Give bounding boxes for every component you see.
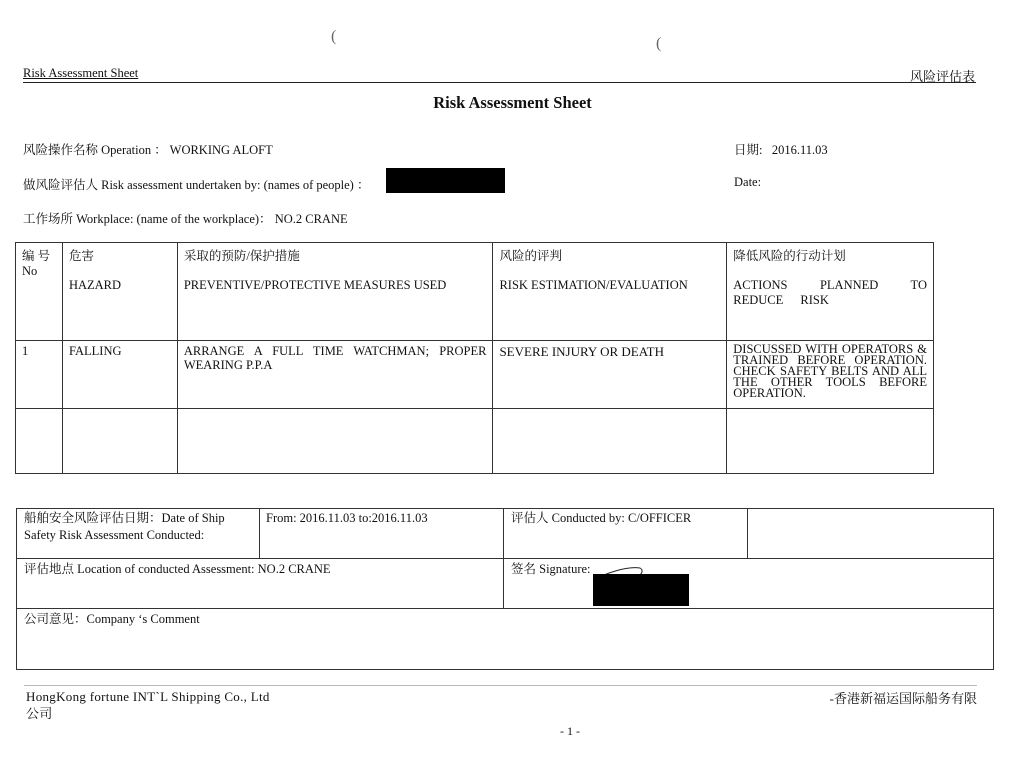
cell-hazard: FALLING — [62, 341, 177, 409]
date-en-label: Date: — [734, 175, 762, 189]
scan-mark: ( — [331, 28, 337, 45]
header-actions: 降低风险的行动计划 ACTIONS PLANNED TO REDUCE RISK — [727, 243, 934, 341]
summary-divider — [16, 608, 994, 609]
page-number: - 1 - — [560, 724, 580, 738]
summary-divider — [16, 558, 994, 559]
assessor-label: 做风险评估人 Risk assessment undertaken by: (names of people) ： — [23, 178, 370, 192]
assessment-location: 评估地点 Location of conducted Assessment: NO.2 CRANE — [24, 562, 331, 576]
conducted-by: 评估人 Conducted by: C/OFFICER — [511, 511, 692, 525]
operation-line — [23, 140, 273, 158]
operation-value: WORKING ALOFT — [169, 143, 273, 157]
date-value: 2016.11.03 — [771, 143, 828, 157]
table-row-empty — [16, 409, 934, 474]
header-rule — [23, 82, 976, 83]
summary-divider — [259, 508, 260, 558]
signature-redaction — [593, 574, 689, 606]
workplace-value: NO.2 CRANE — [274, 212, 348, 226]
cell-measures: ARRANGE A FULL TIME WATCHMAN; PROPER WEARING P.P.A — [177, 341, 493, 409]
scan-mark: ( — [656, 35, 662, 52]
footer-rule — [24, 685, 977, 686]
header-measures: 采取的预防/保护措施 PREVENTIVE/PROTECTIVE MEASURES USED — [177, 243, 493, 341]
cell-evaluation: SEVERE INJURY OR DEATH — [493, 341, 727, 409]
table-row — [16, 341, 934, 409]
company-comment-label: 公司意见：Company ‘s Comment — [24, 612, 200, 626]
header-evaluation: 风险的评判 RISK ESTIMATION/EVALUATION — [493, 243, 727, 341]
redaction-block — [386, 168, 505, 193]
date-line — [734, 140, 828, 158]
summary-divider — [747, 508, 748, 558]
operation-label: 风险操作名称 Operation ： — [23, 143, 167, 157]
cell-no: 1 — [16, 341, 63, 409]
header-hazard: 危害 HAZARD — [62, 243, 177, 341]
risk-table — [15, 242, 934, 474]
header-no: 编 号 No — [16, 243, 63, 341]
footer-company-en: HongKong fortune INT`L Shipping Co., Ltd 公司 — [26, 689, 270, 721]
workplace-label: 工作场所 Workplace: (name of the workplace)： — [23, 212, 272, 226]
header-left-title: Risk Assessment Sheet — [23, 66, 139, 80]
cell-actions: DISCUSSED WITH OPERATORS & TRAINED BEFORE OPERATION. CHECK SAFETY BELTS AND ALL THE OTHER TOOLS BEFORE OPERATION. — [727, 341, 934, 409]
assessment-date-label: 船舶安全风险评估日期：Date of Ship Safety Risk Assessment Conducted: — [24, 511, 225, 542]
table-header-row — [16, 243, 934, 341]
date-label: 日期: — [734, 143, 763, 157]
assessor-line — [23, 175, 369, 193]
document-title: Risk Assessment Sheet — [433, 93, 592, 112]
workplace-line — [23, 209, 348, 227]
header-right-title: 风险评估表 — [909, 69, 975, 84]
summary-divider — [503, 508, 504, 609]
assessment-period: From: 2016.11.03 to:2016.11.03 — [266, 511, 428, 525]
signature-label: 签名 Signature: — [511, 562, 591, 576]
footer-company-cn: -香港新福运国际船务有限 — [829, 691, 977, 706]
